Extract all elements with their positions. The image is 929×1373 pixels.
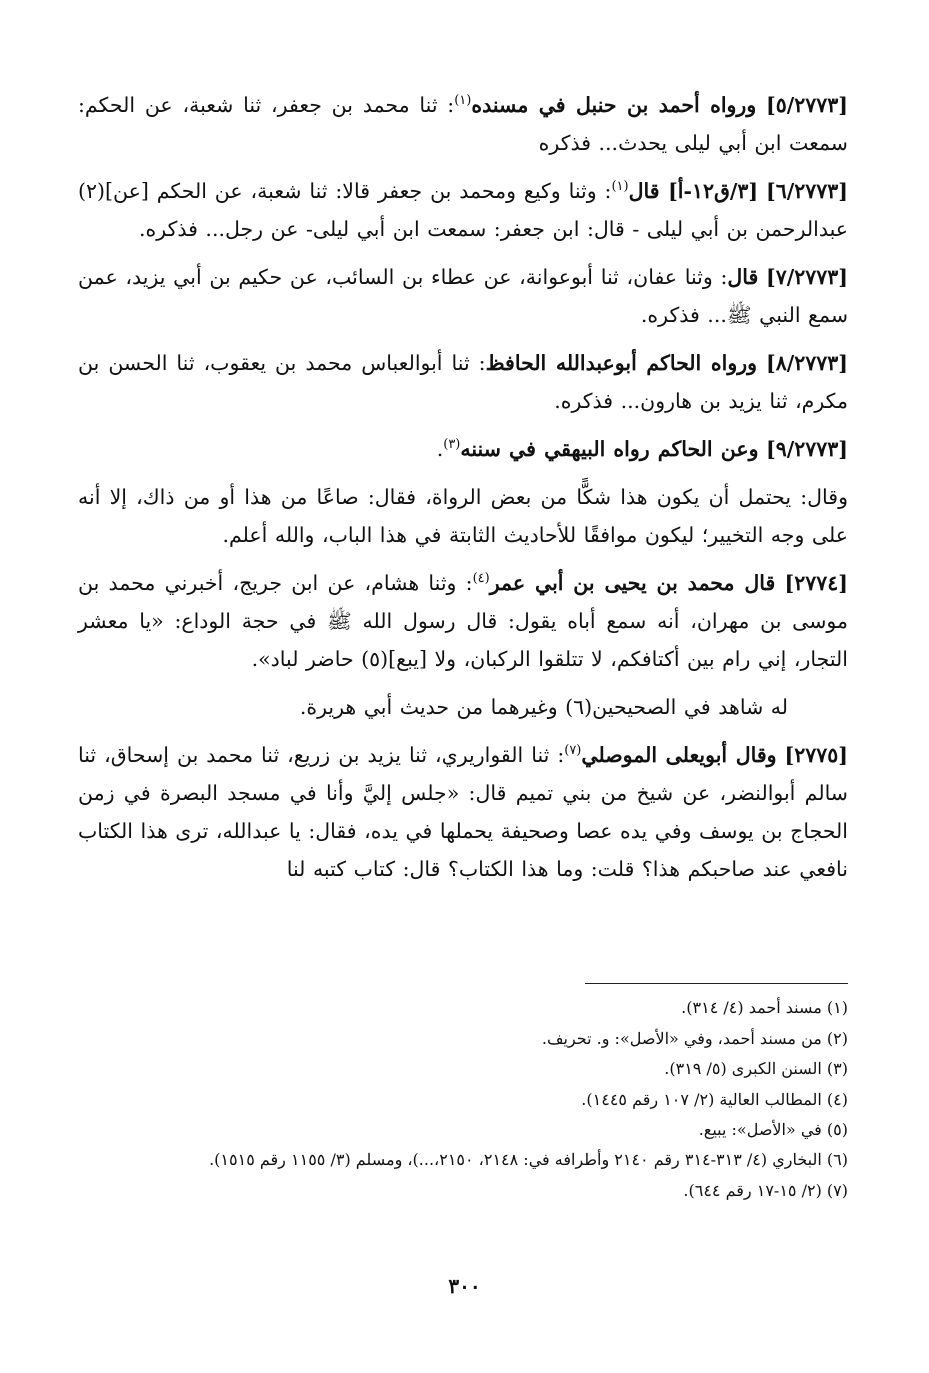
paragraph-witness-note [78, 688, 848, 726]
paragraph-commentary [78, 478, 848, 554]
narration-label: ورواه أحمد بن حنبل في مسنده [471, 93, 757, 117]
paragraph-hadith-2773-8 [78, 344, 848, 420]
paragraph-hadith-2775 [78, 736, 848, 888]
paragraph-hadith-2774 [78, 564, 848, 678]
footnote-ref: (١) [611, 179, 629, 195]
hadith-ref: [٢٧٧٥] [784, 743, 848, 767]
paragraph-text: : وثنا عفان، ثنا أبوعوانة، عن عطاء بن السائب، عن حكيم بن أبي يزيد، عمن سمع النبي ﷺ... فذكره. [78, 265, 848, 327]
paragraph-hadith-2773-6 [78, 172, 848, 248]
paragraph-hadith-2773-5 [78, 86, 848, 162]
paragraph-text: : ثنا القواريري، ثنا يزيد بن زريع، ثنا محمد بن إسحاق، ثنا سالم أبوالنضر، عن شيخ من بني تميم قال: «جلس إليَّ وأنا في مسجد البصرة في زمن الحجاج بن يوسف وفي يده عصا وصحيفة يحملها في يده، فقال: يا عبدالله، ترى هذا الكتاب نافعي عند صاحبكم هذا؟ قلت: وما هذا الكتاب؟ قال: كتاب كتبه لنا [78, 743, 848, 881]
footnote-5: (٥) في «الأصل»: يبيع. [698, 1120, 848, 1139]
main-text [78, 86, 848, 898]
paragraph-text: وقال: يحتمل أن يكون هذا شكًّا من بعض الرواة، فقال: صاعًا من هذا أو من ذاك، إلا أنه على وجه التخيير؛ ليكون موافقًا للأحاديث الثابتة في هذا الباب، والله أعلم. [78, 485, 848, 547]
paragraph-text: : وثنا وكيع ومحمد بن جعفر قالا: ثنا شعبة، عن الحكم [عن](٢) عبدالرحمن بن أبي ليلى - قال: ابن جعفر: سمعت ابن أبي ليلى- عن رجل... فذكره. [78, 179, 848, 241]
footnote-ref: (٤) [472, 571, 490, 587]
footnote-ref: (٧) [564, 743, 582, 759]
narration-label: [٣/ق١٢-أ] قال [628, 179, 759, 203]
paragraph-text: : ثنا محمد بن جعفر، ثنا شعبة، عن الحكم: سمعت ابن أبي ليلى يحدث... فذكره [78, 93, 848, 155]
narration-label: وعن الحاكم رواه البيهقي في سننه [460, 437, 759, 461]
footnotes [78, 993, 848, 1206]
paragraph-hadith-2773-7 [78, 258, 848, 334]
footnote-2: (٢) من مسند أحمد، وفي «الأصل»: و. تحريف. [541, 1028, 848, 1048]
hadith-ref: [٦/٢٧٧٣] [766, 179, 848, 203]
footnote-ref: (١) [454, 93, 472, 109]
narration-label: وقال أبويعلى الموصلي [581, 743, 777, 767]
footnote-1: (١) مسند أحمد (٤/ ٣١٤). [681, 998, 848, 1017]
narration-label: قال محمد بن يحيى بن أبي عمر [489, 571, 776, 595]
footnote-4: (٤) المطالب العالية (٢/ ١٠٧ رقم ١٤٤٥). [581, 1089, 848, 1109]
paragraph-text: له شاهد في الصحيحين(٦) وغيرهما من حديث أبي هريرة. [299, 695, 788, 719]
footnote-divider [585, 983, 848, 984]
page-number: ٣٠٠ [448, 1274, 481, 1298]
footnote-ref: (٣) [443, 437, 461, 453]
hadith-ref: [٧/٢٧٧٣] [766, 265, 848, 289]
footnote-3: (٣) السنن الكبرى (٥/ ٣١٩). [664, 1059, 848, 1078]
hadith-ref: [٩/٢٧٧٣] [766, 437, 848, 461]
footnote-6: (٦) البخاري (٤/ ٣١٣-٣١٤ رقم ٢١٤٠ وأطرافه في: ٢١٤٨، ٢١٥٠،...)، ومسلم (٣/ ١١٥٥ رقم ١٥١٥). [209, 1149, 848, 1169]
hadith-ref: [٥/٢٧٧٣] [766, 93, 848, 117]
footnote-7: (٧) (٢/ ١٥-١٧ رقم ٦٤٤). [683, 1180, 848, 1200]
paragraph-text: . [436, 437, 444, 461]
narration-label: ورواه الحاكم أبوعبدالله الحافظ [485, 351, 758, 375]
paragraph-text: : ثنا أبوالعباس محمد بن يعقوب، ثنا الحسن بن مكرم، ثنا يزيد بن هارون... فذكره. [78, 351, 848, 413]
paragraph-hadith-2773-9 [78, 430, 848, 468]
paragraph-text: : وثنا هشام، عن ابن جريج، أخبرني محمد بن موسى بن مهران، أنه سمع أباه يقول: قال رسول الله ﷺ في حجة الوداع: «يا معشر التجار، إني رام بين أكتافكم، لا تتلقوا الركبان، ولا [يبع](٥) حاضر لباد». [78, 571, 848, 671]
narration-label: قال [727, 265, 759, 289]
hadith-ref: [٨/٢٧٧٣] [766, 351, 848, 375]
hadith-ref: [٢٧٧٤] [784, 571, 848, 595]
